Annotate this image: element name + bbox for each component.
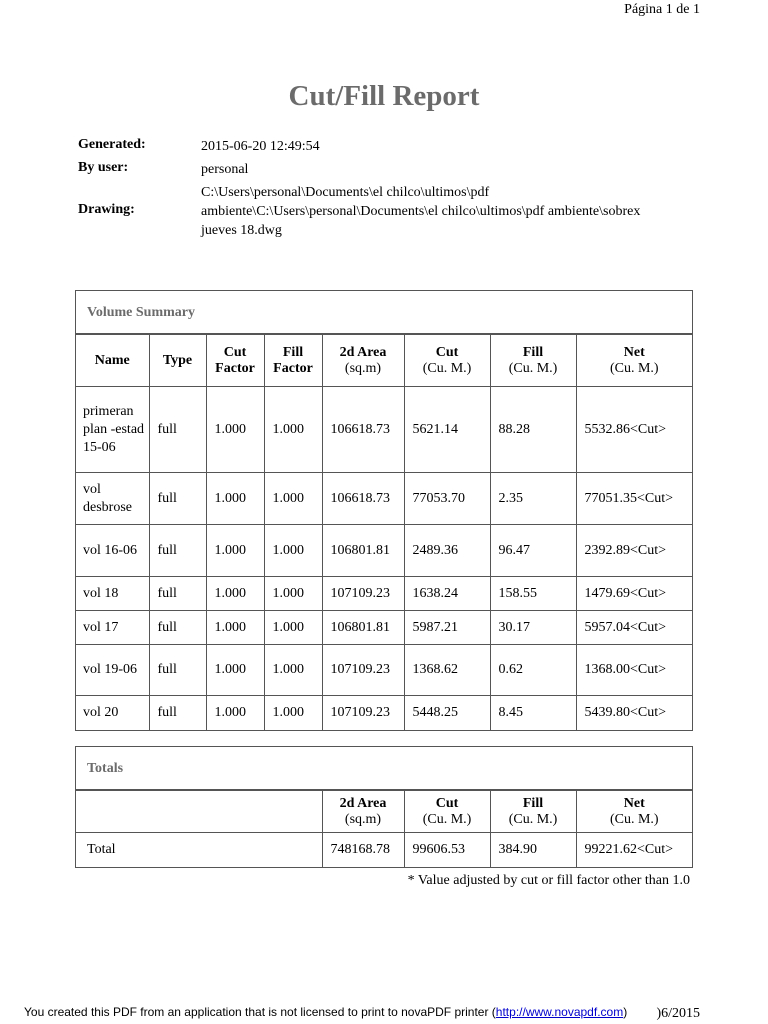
col-header-type: Type: [149, 335, 206, 387]
table-row: [76, 473, 692, 525]
cell-fill-factor: 1.000: [264, 645, 322, 696]
cell-area: 106618.73: [322, 387, 404, 473]
cell-name: vol 16-06: [76, 525, 149, 577]
footer-text-end: ): [623, 1005, 628, 1019]
cell-area: 107109.23: [322, 577, 404, 611]
cell-cut-factor: 1.000: [206, 577, 264, 611]
col-header-cut-factor: Cut Factor: [206, 335, 264, 387]
cell-name: vol 20: [76, 696, 149, 730]
cell-net: 2392.89<Cut>: [576, 525, 692, 577]
cell-type: full: [149, 577, 206, 611]
cell-fill: 8.45: [490, 696, 576, 730]
cell-cut: 1638.24: [404, 577, 490, 611]
totals-header-area: 2d Area (sq.m): [322, 791, 404, 833]
cell-type: full: [149, 525, 206, 577]
col-header-area: 2d Area (sq.m): [322, 335, 404, 387]
cell-net: 77051.35<Cut>: [576, 473, 692, 525]
cell-name: vol 17: [76, 611, 149, 645]
cell-fill: 2.35: [490, 473, 576, 525]
cell-type: full: [149, 696, 206, 730]
totals-fill: 384.90: [490, 833, 576, 867]
user-value: personal: [201, 162, 249, 177]
table-row: [76, 611, 692, 645]
cell-cut-factor: 1.000: [206, 387, 264, 473]
totals-header-fill: Fill (Cu. M.): [490, 791, 576, 833]
cell-cut: 5448.25: [404, 696, 490, 730]
table-row: [76, 577, 692, 611]
footer-text: You created this PDF from an application that is not licensed to print to novaPDF printer (: [24, 1005, 496, 1019]
cell-area: 106801.81: [322, 525, 404, 577]
cell-fill-factor: 1.000: [264, 696, 322, 730]
footnote: * Value adjusted by cut or fill factor other than 1.0: [407, 873, 690, 888]
user-label: By user:: [78, 160, 129, 175]
totals-cut: 99606.53: [404, 833, 490, 867]
cell-net: 5532.86<Cut>: [576, 387, 692, 473]
table-row: [76, 696, 692, 730]
col-header-net: Net (Cu. M.): [576, 335, 692, 387]
drawing-label: Drawing:: [78, 202, 135, 217]
generated-label: Generated:: [78, 137, 146, 152]
totals-header-empty: [76, 791, 322, 833]
cell-name: vol 19-06: [76, 645, 149, 696]
table-row: [76, 645, 692, 696]
cell-cut-factor: 1.000: [206, 645, 264, 696]
cell-fill: 0.62: [490, 645, 576, 696]
totals-title: Totals: [76, 747, 692, 790]
novapdf-link[interactable]: http://www.novapdf.com: [495, 1005, 624, 1019]
totals-area: 748168.78: [322, 833, 404, 867]
table-row: [76, 387, 692, 473]
volume-summary-table: [76, 334, 692, 730]
drawing-value-line: jueves 18.dwg: [201, 223, 282, 238]
cell-cut: 5621.14: [404, 387, 490, 473]
drawing-value-line: C:\Users\personal\Documents\el chilco\ultimos\pdf: [201, 185, 490, 200]
cell-area: 107109.23: [322, 645, 404, 696]
totals-table: [76, 790, 692, 867]
table-row: [76, 525, 692, 577]
totals-row: [76, 833, 692, 867]
cell-cut-factor: 1.000: [206, 473, 264, 525]
cell-cut: 77053.70: [404, 473, 490, 525]
cell-type: full: [149, 645, 206, 696]
generated-value: 2015-06-20 12:49:54: [201, 139, 320, 154]
cell-fill-factor: 1.000: [264, 525, 322, 577]
cell-name: vol desbrose: [76, 473, 149, 525]
cell-type: full: [149, 387, 206, 473]
cell-fill: 158.55: [490, 577, 576, 611]
cell-area: 106801.81: [322, 611, 404, 645]
cell-name: vol 18: [76, 577, 149, 611]
cell-net: 5957.04<Cut>: [576, 611, 692, 645]
drawing-value-line: ambiente\C:\Users\personal\Documents\el chilco\ultimos\pdf ambiente\sobrex: [201, 204, 641, 219]
cell-cut-factor: 1.000: [206, 611, 264, 645]
col-header-fill: Fill (Cu. M.): [490, 335, 576, 387]
totals-label: Total: [76, 833, 322, 867]
cell-cut: 5987.21: [404, 611, 490, 645]
cell-type: full: [149, 611, 206, 645]
totals-box: [75, 746, 693, 868]
cell-fill: 88.28: [490, 387, 576, 473]
totals-header-cut: Cut (Cu. M.): [404, 791, 490, 833]
cell-net: 1479.69<Cut>: [576, 577, 692, 611]
totals-header-net: Net (Cu. M.): [576, 791, 692, 833]
col-header-cut: Cut (Cu. M.): [404, 335, 490, 387]
license-footer: [24, 1005, 627, 1019]
cell-type: full: [149, 473, 206, 525]
cell-net: 1368.00<Cut>: [576, 645, 692, 696]
cell-fill-factor: 1.000: [264, 611, 322, 645]
cell-name: primeran plan -estad 15-06: [76, 387, 149, 473]
footer-date: )6/2015: [656, 1006, 700, 1021]
cell-fill: 96.47: [490, 525, 576, 577]
page-number: Página 1 de 1: [624, 2, 700, 17]
cell-fill-factor: 1.000: [264, 387, 322, 473]
cell-net: 5439.80<Cut>: [576, 696, 692, 730]
volume-summary-title: Volume Summary: [76, 291, 692, 334]
col-header-name: Name: [76, 335, 149, 387]
cell-cut-factor: 1.000: [206, 525, 264, 577]
report-title: Cut/Fill Report: [288, 80, 480, 112]
cell-cut: 1368.62: [404, 645, 490, 696]
cell-fill-factor: 1.000: [264, 577, 322, 611]
cell-cut: 2489.36: [404, 525, 490, 577]
col-header-fill-factor: Fill Factor: [264, 335, 322, 387]
cell-fill: 30.17: [490, 611, 576, 645]
cell-cut-factor: 1.000: [206, 696, 264, 730]
cell-fill-factor: 1.000: [264, 473, 322, 525]
totals-net: 99221.62<Cut>: [576, 833, 692, 867]
cell-area: 107109.23: [322, 696, 404, 730]
cell-area: 106618.73: [322, 473, 404, 525]
drawing-value: [201, 183, 691, 240]
volume-summary-box: [75, 290, 693, 731]
